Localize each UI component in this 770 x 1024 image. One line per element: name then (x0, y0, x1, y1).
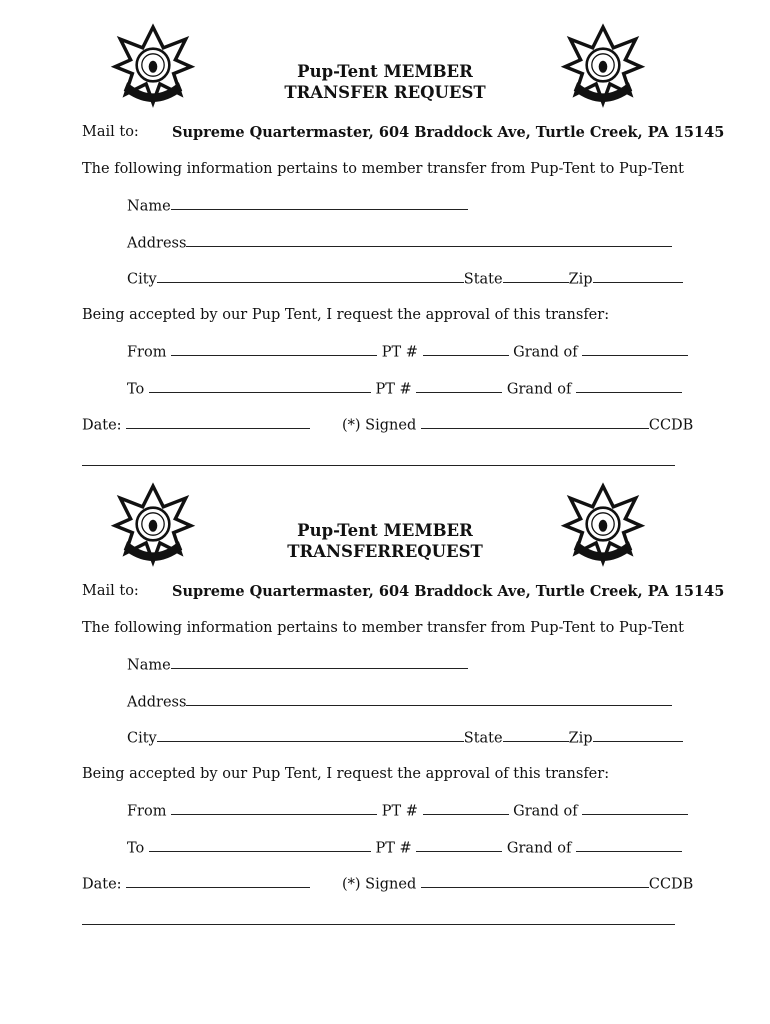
date-label: Date: (82, 417, 122, 434)
to-label: To (127, 840, 145, 857)
grand-of-label: Grand of (506, 381, 572, 398)
date-label: Date: (82, 876, 122, 893)
to-label: To (127, 381, 145, 398)
grand-of-label: Grand of (513, 803, 578, 820)
city-label: City (127, 271, 157, 288)
cut-line-divider (82, 924, 675, 925)
pt-label: PT # (375, 840, 412, 857)
from-pt-field[interactable] (423, 802, 509, 815)
address-label: Address (127, 694, 187, 711)
to-pt-field[interactable] (416, 380, 502, 393)
city-row (127, 270, 683, 287)
pt-label: PT # (381, 344, 418, 361)
state-label: State (463, 730, 503, 747)
state-field[interactable] (503, 729, 569, 742)
mail-address: Supreme Quartermaster, 604 Braddock Ave, Turtle Creek, PA 15145 (172, 124, 725, 141)
name-field[interactable] (171, 197, 468, 210)
address-row (127, 693, 672, 710)
grand-of-label: Grand of (506, 840, 572, 857)
from-grand-field[interactable] (582, 802, 688, 815)
approval-text: Being accepted by our Pup Tent, I request the approval of this transfer: (82, 766, 610, 782)
transfer-form-1 (0, 0, 770, 459)
transfer-form-2 (0, 459, 770, 918)
mail-address: Supreme Quartermaster, 604 Braddock Ave, Turtle Creek, PA 15145 (172, 583, 725, 600)
title-line-2: TRANSFERREQUEST (287, 542, 483, 561)
approval-text: Being accepted by our Pup Tent, I request the approval of this transfer: (82, 307, 610, 323)
signed-label: (*) Signed (342, 417, 417, 434)
name-row (127, 197, 468, 214)
intro-text: The following information pertains to member transfer from Pup-Tent to Pup-Tent (82, 620, 684, 636)
from-row (127, 343, 688, 360)
signed-label: (*) Signed (342, 876, 417, 893)
from-row (127, 802, 688, 819)
signature-field[interactable] (421, 416, 649, 429)
date-field[interactable] (126, 875, 310, 888)
form-title (0, 520, 770, 562)
from-label: From (127, 803, 167, 820)
ccdb-label: CCDB (648, 876, 694, 893)
to-field[interactable] (149, 380, 371, 393)
address-field[interactable] (186, 234, 672, 247)
date-field[interactable] (126, 416, 310, 429)
name-row (127, 656, 468, 673)
address-field[interactable] (186, 693, 672, 706)
to-row (127, 839, 682, 856)
state-label: State (463, 271, 503, 288)
city-field[interactable] (157, 270, 464, 283)
grand-of-label: Grand of (513, 344, 578, 361)
address-row (127, 234, 672, 251)
pt-label: PT # (381, 803, 418, 820)
date-row (82, 875, 310, 892)
form-title (0, 61, 770, 103)
date-row (82, 416, 310, 433)
name-label: Name (127, 198, 171, 215)
zip-label: Zip (568, 730, 593, 747)
pt-label: PT # (375, 381, 412, 398)
city-row (127, 729, 683, 746)
title-line-2: TRANSFER REQUEST (284, 83, 486, 102)
signature-field[interactable] (421, 875, 649, 888)
title-line-1: Pup-Tent MEMBER (297, 62, 473, 81)
mail-to-row (82, 124, 139, 140)
mail-to-row (82, 583, 139, 599)
title-line-1: Pup-Tent MEMBER (297, 521, 473, 540)
ccdb-label: CCDB (648, 417, 694, 434)
from-label: From (127, 344, 167, 361)
mail-to-label: Mail to: (82, 124, 139, 140)
zip-field[interactable] (593, 270, 683, 283)
to-pt-field[interactable] (416, 839, 502, 852)
intro-text: The following information pertains to member transfer from Pup-Tent to Pup-Tent (82, 161, 684, 177)
to-grand-field[interactable] (576, 380, 682, 393)
name-field[interactable] (171, 656, 468, 669)
zip-label: Zip (568, 271, 593, 288)
address-label: Address (127, 235, 187, 252)
to-row (127, 380, 682, 397)
signed-row (342, 875, 693, 892)
from-pt-field[interactable] (423, 343, 509, 356)
from-field[interactable] (171, 343, 377, 356)
mail-to-label: Mail to: (82, 583, 139, 599)
from-field[interactable] (171, 802, 377, 815)
to-grand-field[interactable] (576, 839, 682, 852)
from-grand-field[interactable] (582, 343, 688, 356)
city-field[interactable] (157, 729, 464, 742)
name-label: Name (127, 657, 171, 674)
state-field[interactable] (503, 270, 569, 283)
signed-row (342, 416, 693, 433)
zip-field[interactable] (593, 729, 683, 742)
city-label: City (127, 730, 157, 747)
to-field[interactable] (149, 839, 371, 852)
